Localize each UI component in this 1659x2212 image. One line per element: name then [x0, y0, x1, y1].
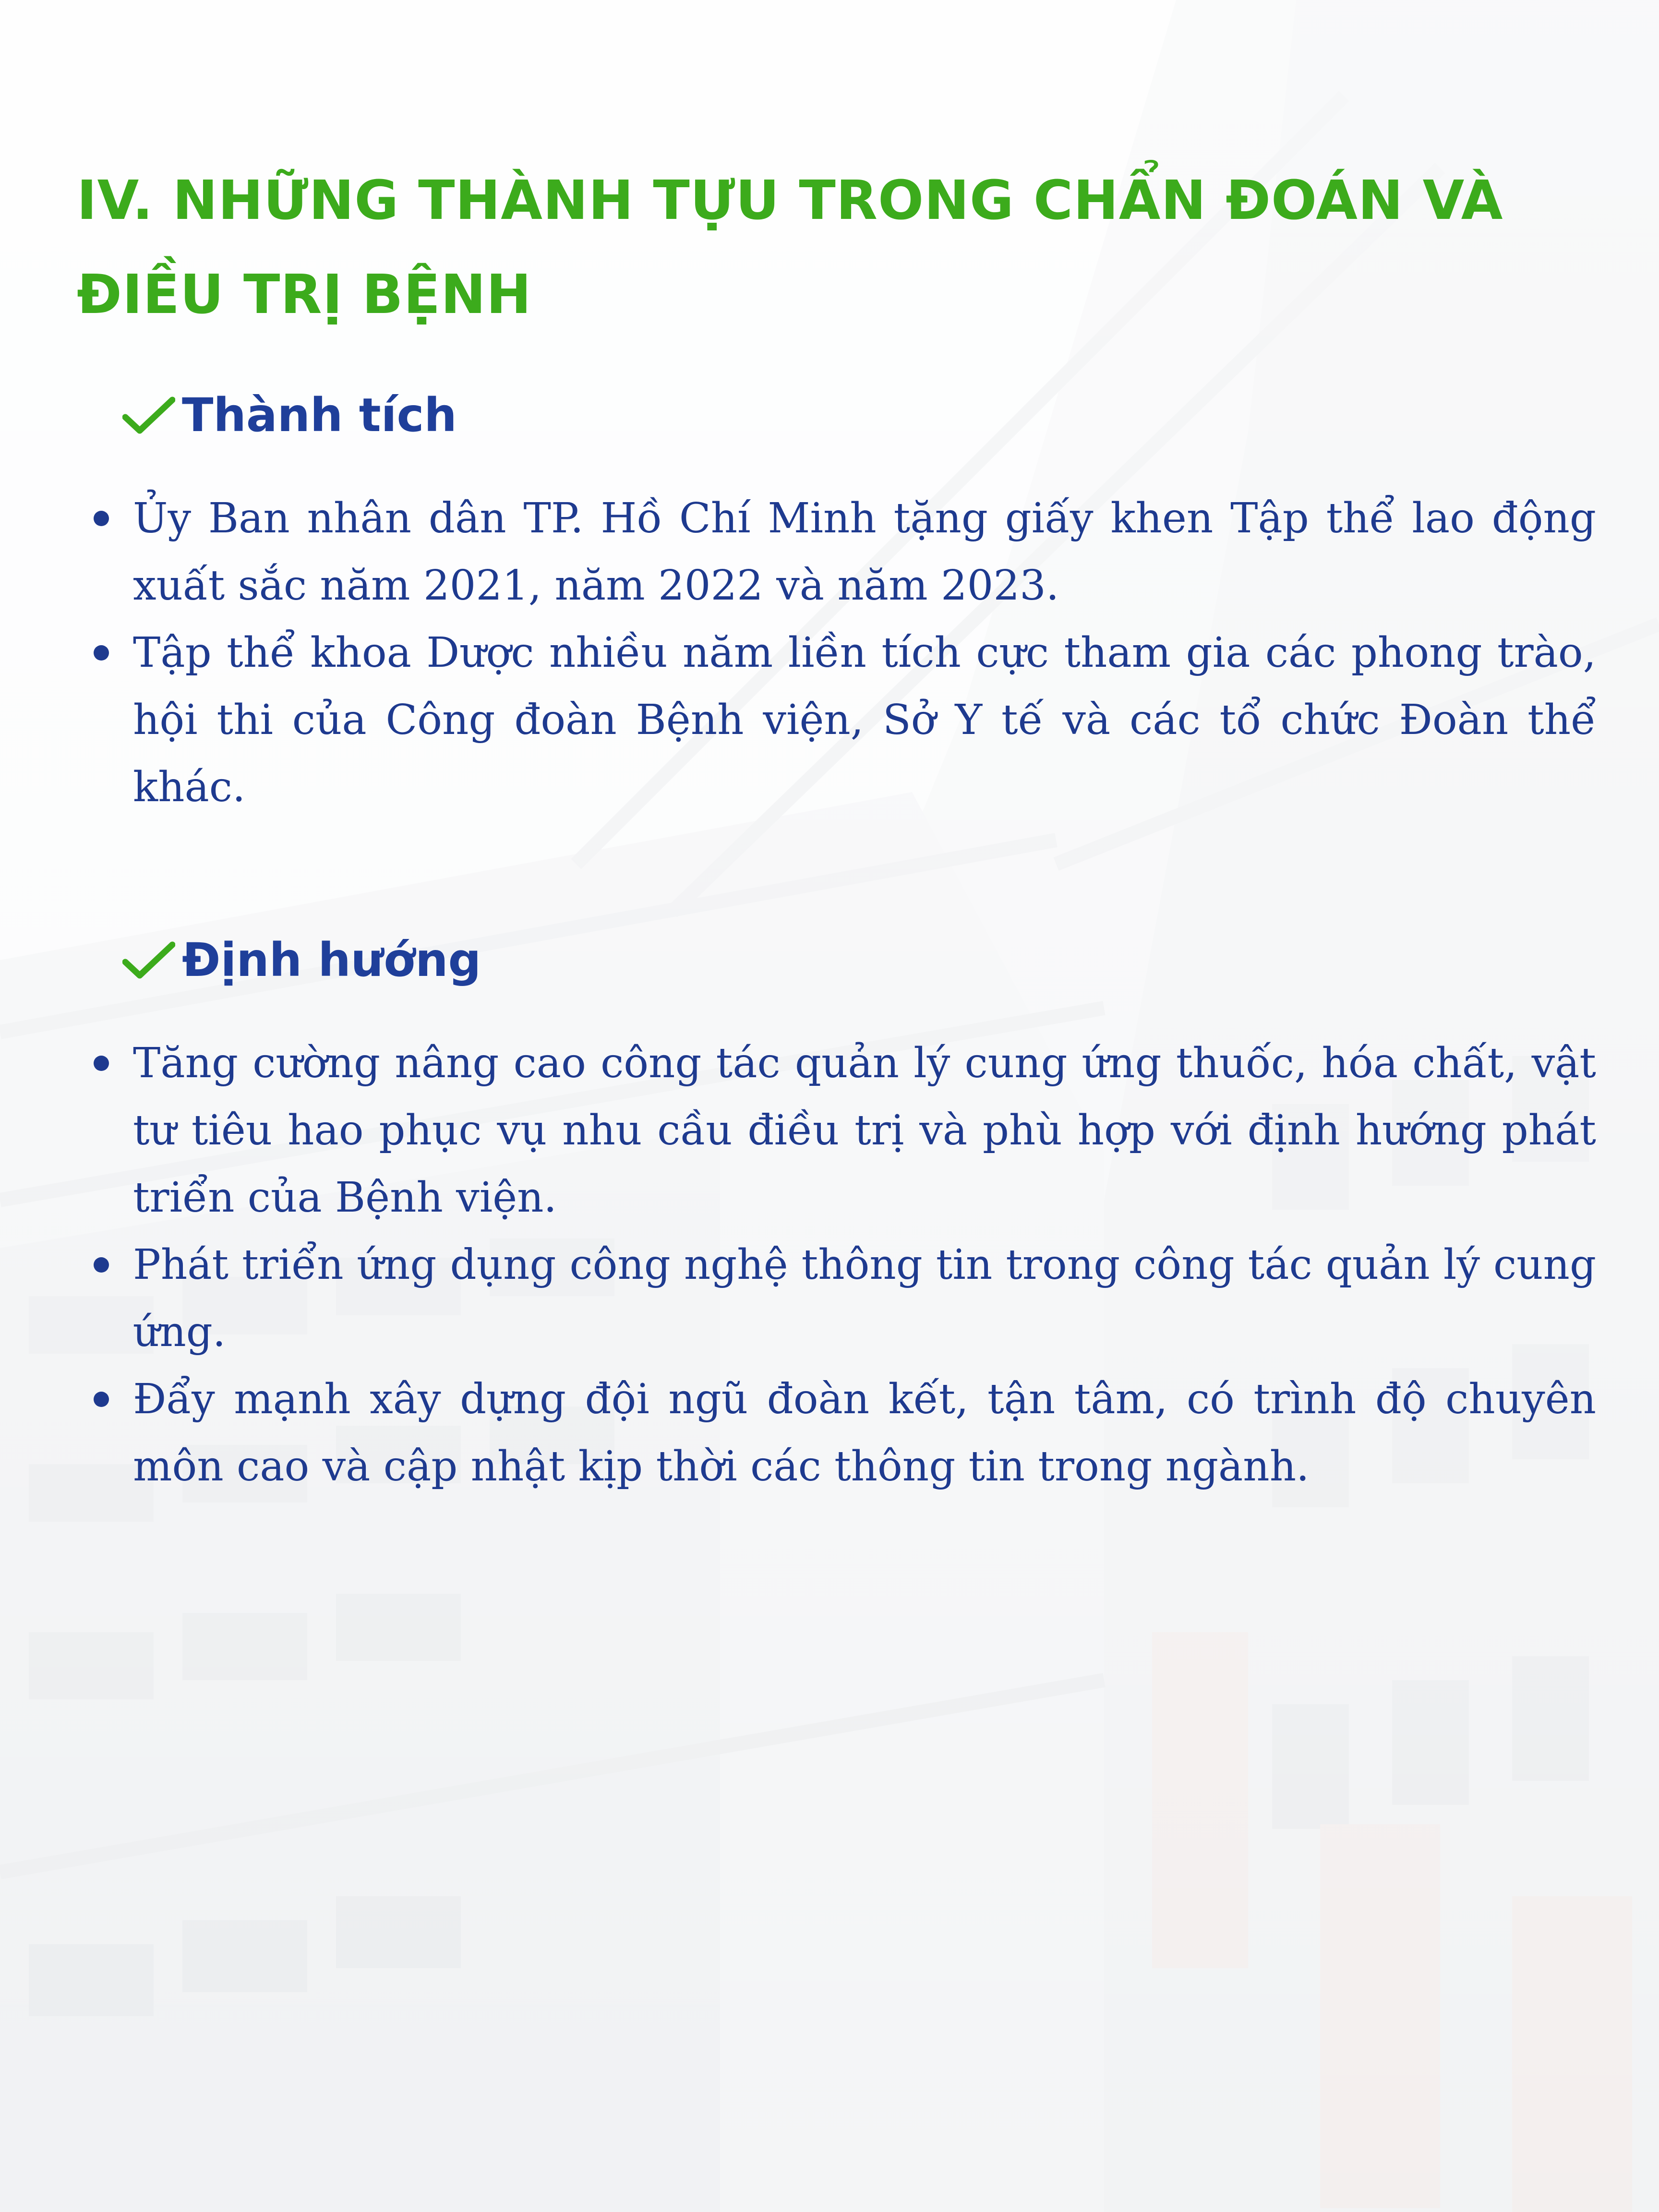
list-item: [94, 1366, 1596, 1500]
page-title: IV. NHỮNG THÀNH TỰU TRONG CHẨN ĐOÁN VÀ ĐIỀU TRỊ BỆNH: [77, 169, 1503, 326]
bullet-dot-icon: [94, 645, 109, 661]
check-icon: [122, 396, 175, 434]
section-heading-label: Định hướng: [182, 933, 481, 987]
section-heading-achievements: [122, 382, 457, 449]
list-item: [94, 485, 1596, 619]
list-item-text: Tập thể khoa Dược nhiều năm liền tích cực tham gia các phong trào, hội thi của Công đoàn Bệnh viện, Sở Y tế và các tổ chức Đoàn thể khác.: [133, 629, 1596, 811]
bullet-dot-icon: [94, 1056, 109, 1071]
section-heading-label: Thành tích: [182, 388, 457, 442]
orientation-list: [94, 1030, 1596, 1500]
list-item-text: Đẩy mạnh xây dựng đội ngũ đoàn kết, tận tâm, có trình độ chuyên môn cao và cập nhật kịp thời các thông tin trong ngành.: [133, 1375, 1596, 1491]
list-item: [94, 1231, 1596, 1366]
list-item-text: Phát triển ứng dụng công nghệ thông tin trong công tác quản lý cung ứng.: [133, 1241, 1596, 1356]
bullet-dot-icon: [94, 1257, 109, 1273]
list-item-text: Ủy Ban nhân dân TP. Hồ Chí Minh tặng giấy khen Tập thể lao động xuất sắc năm 2021, năm 2022 và năm 2023.: [133, 494, 1596, 610]
list-item: [94, 619, 1596, 821]
section-heading-orientation: [122, 926, 481, 994]
bullet-dot-icon: [94, 1392, 109, 1407]
achievements-list: [94, 485, 1596, 821]
check-icon: [122, 941, 175, 979]
bullet-dot-icon: [94, 511, 109, 526]
list-item-text: Tăng cường nâng cao công tác quản lý cung ứng thuốc, hóa chất, vật tư tiêu hao phục vụ nhu cầu điều trị và phù hợp với định hướng phát triển của Bệnh viện.: [133, 1039, 1596, 1222]
list-item: [94, 1030, 1596, 1231]
